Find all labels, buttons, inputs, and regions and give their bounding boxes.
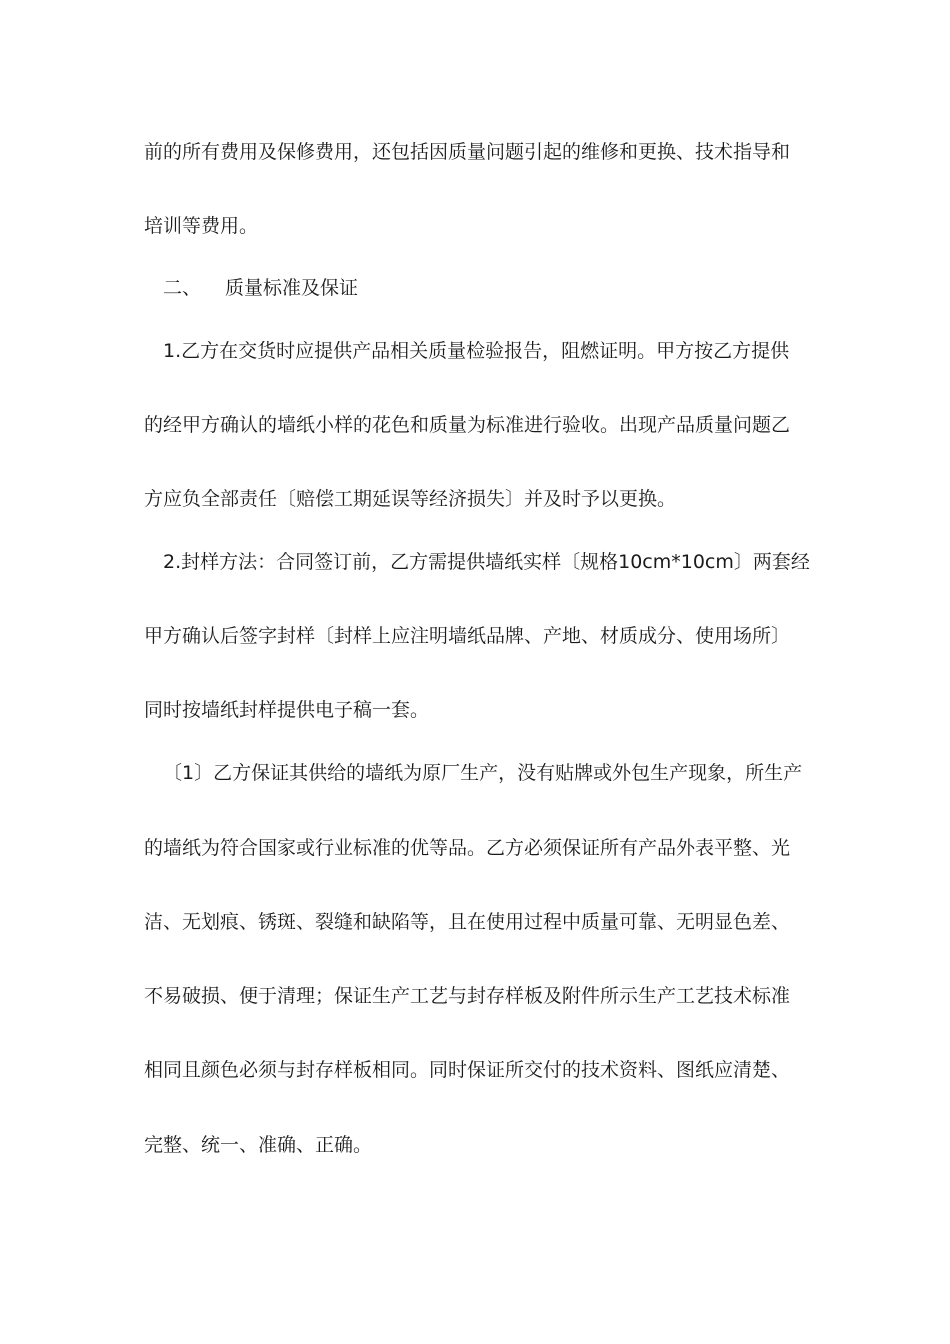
paragraph-line: 甲方确认后签字封样〔封样上应注明墙纸品牌、产地、材质成分、使用场所〕 (144, 625, 791, 647)
paragraph-line: 前的所有费用及保修费用，还包括因质量问题引起的维修和更换、技术指导和 (144, 141, 791, 163)
paragraph-line: 方应负全部责任〔赔偿工期延误等经济损失〕并及时予以更换。 (144, 488, 677, 510)
paragraph-line: 1.乙方在交货时应提供产品相关质量检验报告，阻燃证明。甲方按乙方提供 (163, 340, 790, 362)
paragraph-line: 的经甲方确认的墙纸小样的花色和质量为标准进行验收。出现产品质量问题乙 (144, 414, 791, 436)
section-heading (163, 275, 358, 301)
paragraph-line: 不易破损、便于清理；保证生产工艺与封存样板及附件所示生产工艺技术标准 (144, 985, 791, 1007)
paragraph-line: 相同且颜色必须与封存样板相同。同时保证所交付的技术资料、图纸应清楚、 (144, 1059, 791, 1081)
paragraph-line: 培训等费用。 (144, 215, 259, 237)
paragraph-line: 洁、无划痕、锈斑、裂缝和缺陷等，且在使用过程中质量可靠、无明显色差、 (144, 911, 791, 933)
paragraph-line: 2.封样方法：合同签订前，乙方需提供墙纸实样〔规格10cm*10cm〕两套经 (163, 551, 810, 573)
paragraph-line: 同时按墙纸封样提供电子稿一套。 (144, 699, 430, 721)
paragraph-line: 的墙纸为符合国家或行业标准的优等品。乙方必须保证所有产品外表平整、光 (144, 837, 791, 859)
section-heading-number: 二、 (163, 277, 202, 299)
paragraph-line: 〔1〕乙方保证其供给的墙纸为原厂生产，没有贴牌或外包生产现象，所生产 (163, 762, 803, 784)
paragraph-line: 完整、统一、准确、正确。 (144, 1134, 373, 1156)
section-heading-title: 质量标准及保证 (225, 277, 359, 299)
